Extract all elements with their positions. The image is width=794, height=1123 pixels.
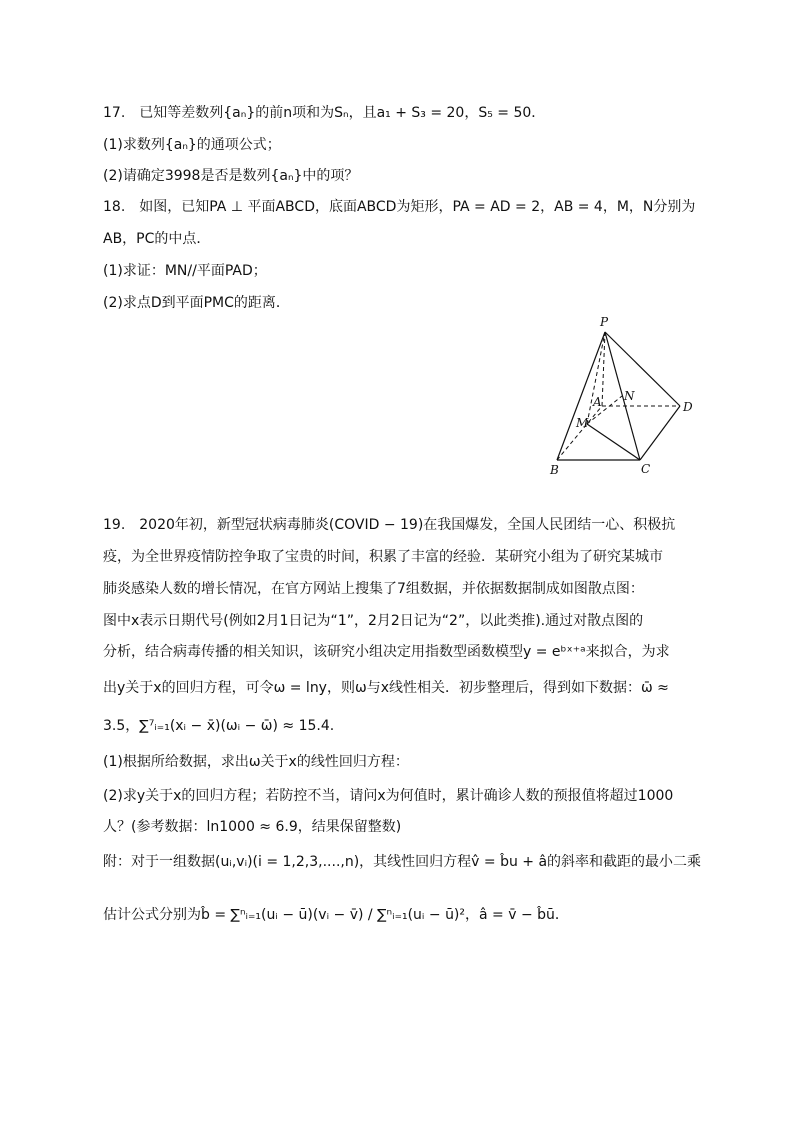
pyramid-figure: [540, 310, 720, 480]
label-N: N: [624, 389, 635, 403]
q19-line6: 出y关于x的回归方程，可令ω = lny，则ω与x线性相关．初步整理后，得到如下数据：ω̄ ≈: [103, 680, 669, 696]
q19-part2-line2: 人？(参考数据：ln1000 ≈ 6.9，结果保留整数): [103, 819, 402, 835]
q19-line7: 3.5，∑⁷ᵢ₌₁(xᵢ − x̄)(ωᵢ − ω̄) ≈ 15.4.: [103, 718, 335, 734]
label-B: B: [550, 463, 559, 477]
q19-part2-line1: (2)求y关于x的回归方程；若防控不当，请问x为何值时，累计确诊人数的预报值将超过1000: [103, 788, 674, 804]
q18-part2: (2)求点D到平面PMC的距离．: [103, 295, 290, 311]
q19-part1: (1)根据所给数据，求出ω关于x的线性回归方程：: [103, 754, 409, 770]
q18-part1: (1)求证：MN//平面PAD；: [103, 263, 267, 279]
q19-line3: 肺炎感染人数的增长情况，在官方网站上搜集了7组数据，并依据数据制成如图散点图：: [103, 581, 644, 597]
q17-stem: 17. 已知等差数列{aₙ}的前n项和为Sₙ，且a₁ + S₃ = 20，S₅ = 50．: [103, 105, 546, 121]
label-C: C: [641, 462, 651, 476]
label-A: A: [593, 395, 602, 409]
q19-line5: 分析，结合病毒传播的相关知识，该研究小组决定用指数型函数模型y = eᵇˣ⁺ᵃ来拟合，为求: [103, 644, 670, 660]
q19-line2: 疫，为全世界疫情防控争取了宝贵的时间，积累了丰富的经验．某研究小组为了研究某城市: [103, 549, 663, 565]
q17-part2: (2)请确定3998是否是数列{aₙ}中的项？: [103, 168, 359, 184]
q17-part1: (1)求数列{aₙ}的通项公式；: [103, 137, 281, 153]
q19-line1: 19. 2020年初，新型冠状病毒肺炎(COVID − 19)在我国爆发，全国人民团结一心、积极抗: [103, 517, 676, 533]
q19-note-line1: 附：对于一组数据(uᵢ,vᵢ)(i = 1,2,3,....,n)，其线性回归方程v̂ = b̂u + â的斜率和截距的最小二乘: [103, 854, 702, 870]
label-D: D: [683, 400, 693, 414]
label-P: P: [600, 315, 609, 329]
label-M: M: [576, 416, 589, 430]
q19-line4: 图中x表示日期代号(例如2月1日记为“1”，2月2日记为“2”，以此类推).通过对散点图的: [103, 613, 644, 629]
q19-note-line2: 估计公式分别为b̂ = ∑ⁿᵢ₌₁(uᵢ − ū)(vᵢ − v̄) / ∑ⁿᵢ₌₁(uᵢ − ū)²，â = v̄ − b̂ū．: [103, 907, 569, 923]
q18-stem-line2: AB，PC的中点．: [103, 231, 211, 247]
q18-stem-line1: 18. 如图，已知PA ⊥ 平面ABCD，底面ABCD为矩形，PA = AD = 2，AB = 4，M，N分别为: [103, 199, 696, 215]
